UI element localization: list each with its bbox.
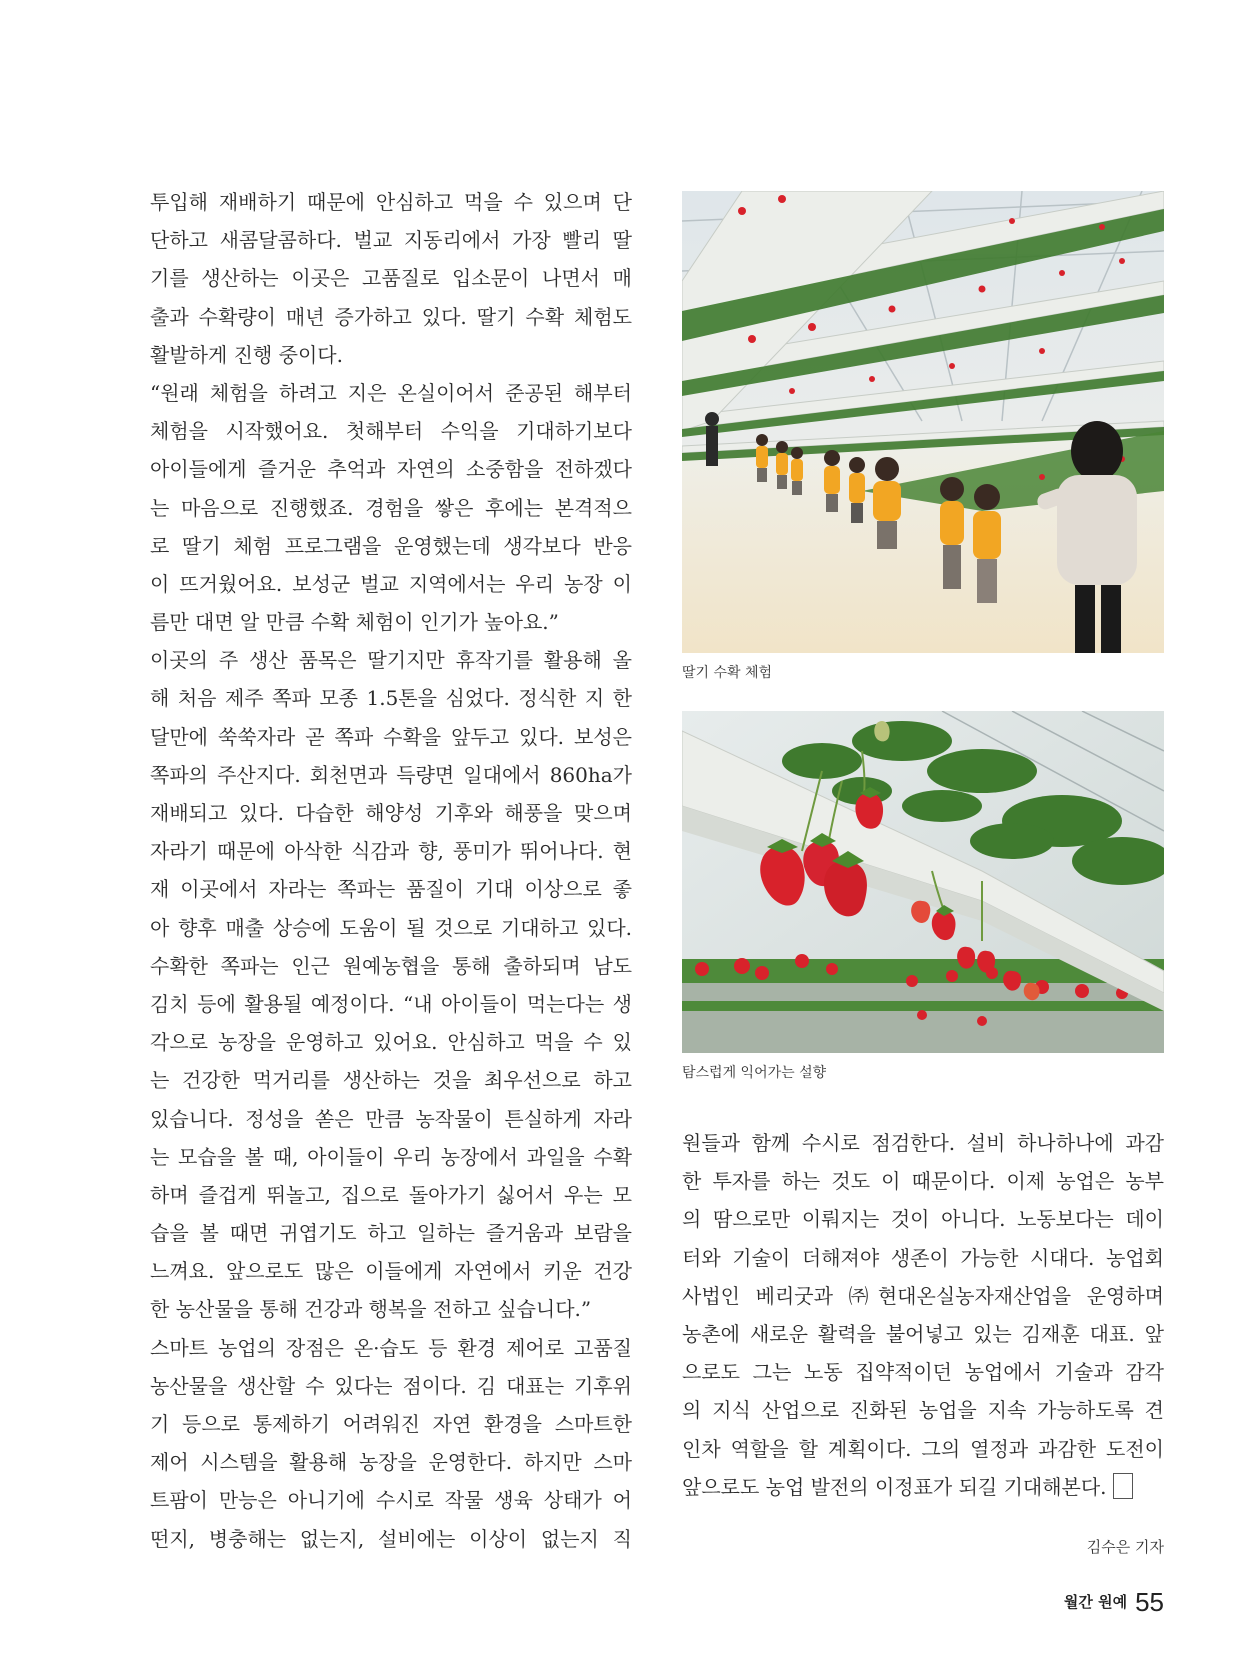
magazine-name: 월간 원예 — [1063, 1593, 1128, 1611]
text-line: 기를 생산하는 이곳은 고품질로 입소문이 나면서 매 — [150, 266, 632, 291]
text-line: 스마트 농업의 장점은 온·습도 등 환경 제어로 고품질 — [150, 1335, 632, 1360]
text-line: 각으로 농장을 운영하고 있어요. 안심하고 먹을 수 있 — [150, 1030, 632, 1055]
page-number: 55 — [1135, 1587, 1164, 1617]
text-line: 한 투자를 하는 것도 이 때문이다. 이제 농업은 농부 — [682, 1169, 1164, 1194]
text-line: 자라기 때문에 아삭한 식감과 향, 풍미가 뛰어나다. 현 — [150, 839, 632, 864]
text-line: 단하고 새콤달콤하다. 벌교 지동리에서 가장 빨리 딸 — [150, 228, 632, 253]
text-line: 농촌에 새로운 활력을 불어넣고 있는 김재훈 대표. 앞 — [682, 1321, 1164, 1346]
text-line: 느껴요. 앞으로도 많은 이들에게 자연에서 키운 건강 — [150, 1259, 632, 1284]
text-line: 있습니다. 정성을 쏟은 만큼 농작물이 튼실하게 자라 — [150, 1106, 632, 1131]
text-line-content: 앞으로도 농업 발전의 이정표가 되길 기대해본다. — [682, 1474, 1107, 1499]
text-line: 아 향후 매출 상승에 도움이 될 것으로 기대하고 있다. — [150, 915, 632, 940]
photo-strawberry-picking-image — [682, 191, 1164, 653]
page-footer — [1064, 1587, 1164, 1618]
photo-strawberry-closeup-image — [682, 711, 1164, 1053]
text-line: 습을 볼 때면 귀엽기도 하고 일하는 즐거움과 보람을 — [150, 1221, 632, 1246]
text-line — [682, 1468, 1164, 1506]
text-line: “원래 체험을 하려고 지은 온실이어서 준공된 해부터 — [150, 380, 632, 405]
text-line: 사법인 베리굿과 ㈜현대온실농자재산업을 운영하며 — [682, 1283, 1164, 1308]
text-line: 김치 등에 활용될 예정이다. “내 아이들이 먹는다는 생 — [150, 991, 632, 1016]
text-line: 한 농산물을 통해 건강과 행복을 전하고 싶습니다.” — [150, 1297, 592, 1322]
text-line: 아이들에게 즐거운 추억과 자연의 소중함을 전하겠다 — [150, 457, 632, 482]
photo-caption-1: 딸기 수확 체험 — [682, 665, 773, 681]
photo-strawberry-picking — [682, 191, 1164, 653]
text-line: 출과 수확량이 매년 증가하고 있다. 딸기 수확 체험도 — [150, 304, 632, 329]
text-line: 기 등으로 통제하기 어려워진 자연 환경을 스마트한 — [150, 1412, 632, 1436]
article-left-column — [150, 183, 632, 1558]
text-line: 재배되고 있다. 다습한 해양성 기후와 해풍을 맞으며 — [150, 801, 632, 825]
text-line: 제어 시스템을 활용해 농장을 운영한다. 하지만 스마 — [150, 1450, 632, 1475]
text-line: 으로도 그는 노동 집약적이던 농업에서 기술과 감각 — [682, 1360, 1164, 1385]
text-line: 트팜이 만능은 아니기에 수시로 작물 생육 상태가 어 — [150, 1488, 632, 1513]
text-line: 는 마음으로 진행했죠. 경험을 쌓은 후에는 본격적으 — [150, 495, 632, 520]
text-line: 활발하게 진행 중이다. — [150, 342, 343, 367]
text-line: 의 땀으로만 이뤄지는 것이 아니다. 노동보다는 데이 — [682, 1207, 1164, 1232]
text-line: 인차 역할을 할 계획이다. 그의 열정과 과감한 도전이 — [682, 1436, 1164, 1461]
text-line: 재 이곳에서 자라는 쪽파는 품질이 기대 이상으로 좋 — [150, 877, 632, 902]
text-line: 로 딸기 체험 프로그램을 운영했는데 생각보다 반응 — [150, 533, 632, 558]
text-line: 터와 기술이 더해져야 생존이 가능한 시대다. 농업회 — [682, 1245, 1164, 1270]
photo-caption-2: 탐스럽게 익어가는 설향 — [682, 1065, 827, 1081]
text-line: 달만에 쑥쑥자라 곧 쪽파 수확을 앞두고 있다. 보성은 — [150, 724, 632, 749]
text-line: 름만 대면 알 만큼 수확 체험이 인기가 높아요.” — [150, 610, 559, 635]
article-right-column — [682, 1124, 1164, 1506]
text-line: 투입해 재배하기 때문에 안심하고 먹을 수 있으며 단 — [150, 190, 632, 214]
photo-strawberry-closeup — [682, 711, 1164, 1053]
text-line: 이곳의 주 생산 품목은 딸기지만 휴작기를 활용해 올 — [150, 648, 632, 673]
text-line: 쪽파의 주산지다. 회천면과 득량면 일대에서 860ha가 — [150, 762, 632, 787]
byline: 김수은 기자 — [1086, 1538, 1164, 1556]
text-line: 는 모습을 볼 때, 아이들이 우리 농장에서 과일을 수확 — [150, 1144, 632, 1169]
text-line: 수확한 쪽파는 인근 원예농협을 통해 출하되며 남도 — [150, 953, 632, 978]
text-line: 이 뜨거웠어요. 보성군 벌교 지역에서는 우리 농장 이 — [150, 571, 632, 596]
text-line: 체험을 시작했어요. 첫해부터 수익을 기대하기보다 — [150, 419, 632, 444]
text-line: 농산물을 생산할 수 있다는 점이다. 김 대표는 기후위 — [150, 1373, 632, 1398]
text-line: 해 처음 제주 쪽파 모종 1.5톤을 심었다. 정식한 지 한 — [150, 686, 632, 711]
text-line: 의 지식 산업으로 진화된 농업을 지속 가능하도록 견 — [682, 1398, 1164, 1423]
article-end-mark-icon — [1113, 1473, 1133, 1499]
text-line: 하며 즐겁게 뛰놀고, 집으로 돌아가기 싫어서 우는 모 — [150, 1182, 632, 1207]
text-line: 원들과 함께 수시로 점검한다. 설비 하나하나에 과감 — [682, 1131, 1164, 1155]
text-line: 는 건강한 먹거리를 생산하는 것을 최우선으로 하고 — [150, 1068, 632, 1093]
text-line: 떤지, 병충해는 없는지, 설비에는 이상이 없는지 직 — [150, 1526, 632, 1551]
